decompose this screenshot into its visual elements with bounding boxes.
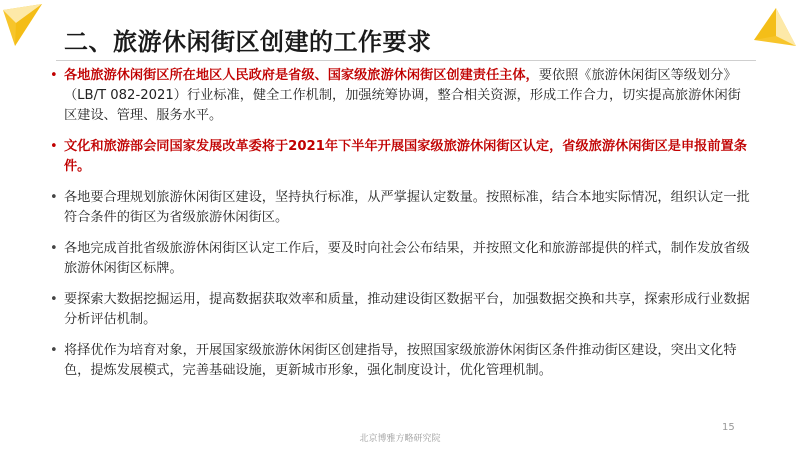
- page-number: 15: [722, 422, 735, 433]
- bullet-text: 各地完成首批省级旅游休闲街区认定工作后，要及时向社会公布结果，并按照文化和旅游部提供的样式，制作发放省级旅游休闲街区标牌。: [64, 241, 750, 276]
- bullet-item: [50, 290, 750, 330]
- bullet-list: [50, 66, 750, 392]
- bullet-item: [50, 188, 750, 228]
- bullet-dot-icon: •: [50, 292, 58, 307]
- bullet-item: [50, 239, 750, 279]
- slide-title: 二、旅游休闲街区创建的工作要求: [64, 28, 432, 56]
- bullet-item: [50, 137, 750, 177]
- bullet-highlight-text: 文化和旅游部会同国家发展改革委将于2021年下半年开展国家级旅游休闲街区认定，省级旅游休闲街区是申报前置条件。: [64, 139, 747, 174]
- bullet-dot-icon: •: [50, 241, 58, 256]
- bullet-text: 要探索大数据挖掘运用，提高数据获取效率和质量，推动建设街区数据平台，加强数据交换和共享，探索形成行业数据分析评估机制。: [64, 292, 750, 327]
- bullet-dot-icon: •: [50, 139, 58, 154]
- bullet-dot-icon: •: [50, 68, 58, 83]
- bullet-text: 将择优作为培育对象，开展国家级旅游休闲街区创建指导，按照国家级旅游休闲街区条件推动街区建设，突出文化特色，提炼发展模式，完善基础设施，更新城市形象，强化制度设计，优化管理机制。: [64, 343, 737, 378]
- corner-triangle-decoration-right: [752, 6, 798, 50]
- bullet-item: [50, 341, 750, 381]
- bullet-item: [50, 66, 750, 126]
- title-divider: [56, 60, 756, 61]
- corner-triangle-decoration-left: [0, 2, 46, 50]
- bullet-highlight-text: 各地旅游休闲街区所在地区人民政府是省级、国家级旅游休闲街区创建责任主体，: [64, 68, 539, 83]
- footer-organization: 北京博雅方略研究院: [359, 434, 441, 444]
- bullet-text: 各地要合理规划旅游休闲街区建设，坚持执行标准，从严掌握认定数量。按照标准，结合本地实际情况，组织认定一批符合条件的街区为省级旅游休闲街区。: [64, 190, 750, 225]
- bullet-dot-icon: •: [50, 190, 58, 205]
- bullet-dot-icon: •: [50, 343, 58, 358]
- bullet-text: 要依照《旅游休闲街区等级划分》（LB/T 082-2021）行业标准，健全工作机制，加强统筹协调，整合相关资源，形成工作合力，切实提高旅游休闲街区建设、管理、服务水平。: [64, 68, 741, 123]
